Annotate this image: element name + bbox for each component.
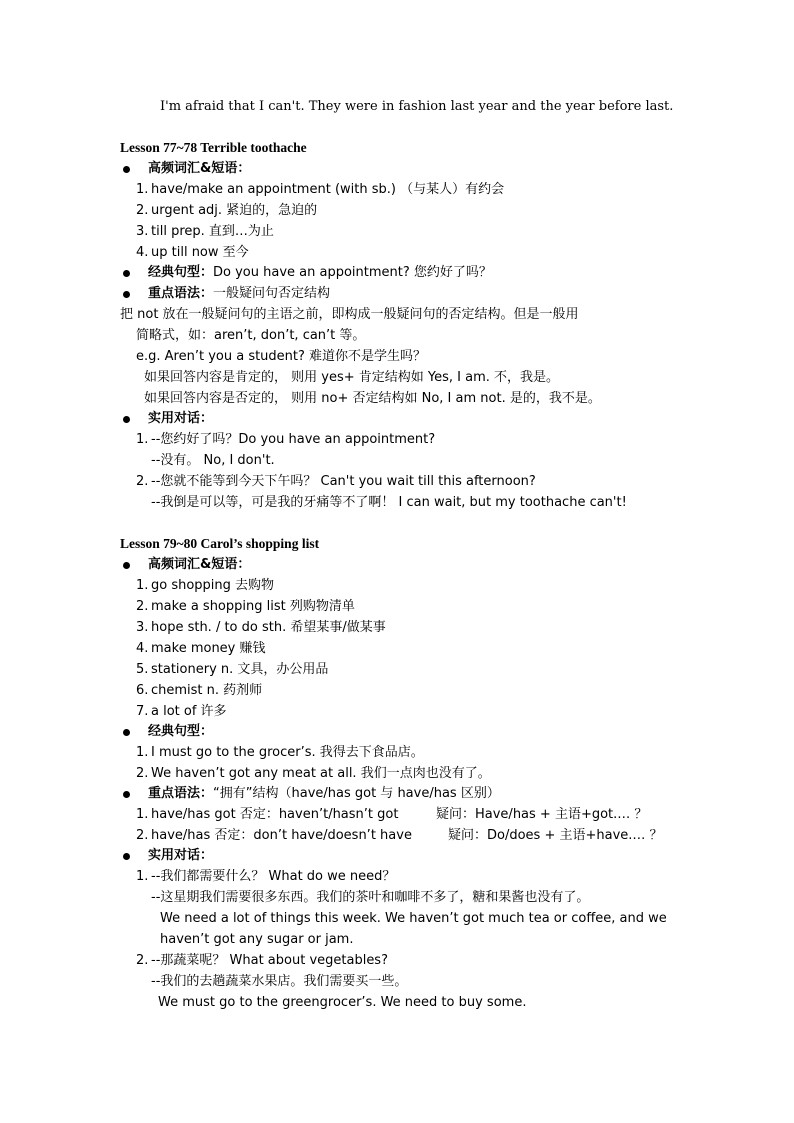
dialog-heading: 实用对话： (148, 848, 214, 863)
dialog-line: --我们的去趟蔬菜水果店。我们需要买一些。 (151, 974, 408, 989)
sentence-heading: 经典句型： (148, 724, 214, 739)
grammar-row: 2. have/has 否定：don’t have/doesn’t have (136, 828, 412, 843)
dialog-heading: 实用对话： (148, 411, 214, 426)
dialog-line: --这星期我们需要很多东西。我们的茶叶和咖啡不多了，糖和果酱也没有了。 (151, 890, 590, 905)
bullet-icon (123, 416, 130, 423)
sentence-line: 经典句型：Do you have an appointment? 您约好了吗？ (148, 265, 492, 280)
grammar-row: 1. have/has got 否定：haven’t/hasn’t got (136, 807, 399, 822)
intro-line: I'm afraid that I can't. They were in fashion last year and the year before last. (160, 99, 674, 114)
bullet-icon (123, 166, 130, 173)
grammar-row-question: 疑问：Do/does + 主语+have.… ？ (448, 828, 663, 843)
dialog-line: We need a lot of things this week. We haven’t got much tea or coffee, and we (160, 911, 667, 926)
vocab-item: 3. hope sth. / to do sth. 希望某事/做某事 (136, 620, 386, 635)
vocab-item: 6. chemist n. 药剂师 (136, 683, 263, 698)
vocab-item: 1. go shopping 去购物 (136, 578, 275, 593)
grammar-text: 简略式，如：aren’t, don’t, can’t 等。 (136, 328, 366, 343)
vocab-item: 1. have/make an appointment (with sb.) （与某人）有约会 (136, 182, 505, 197)
lesson-79-title: Lesson 79~80 Carol’s shopping list (120, 536, 320, 551)
vocab-heading: 高频词汇&短语： (148, 161, 251, 176)
bullet-icon (123, 562, 130, 569)
grammar-text: 如果回答内容是否定的， 则用 no+ 否定结构如 No, I am not. 是的，我不是。 (144, 391, 601, 406)
vocab-item: 4. up till now 至今 (136, 245, 249, 260)
dialog-line: 2. --那蔬菜呢？ What about vegetables? (136, 953, 388, 968)
dialog-line: haven’t got any sugar or jam. (160, 932, 354, 947)
dialog-line: --没有。 No, I don't. (151, 453, 275, 468)
dialog-line: --我倒是可以等，可是我的牙痛等不了啊！ I can wait, but my toothache can't! (151, 495, 627, 510)
vocab-item: 2. make a shopping list 列购物清单 (136, 599, 355, 614)
grammar-text: 如果回答内容是肯定的， 则用 yes+ 肯定结构如 Yes, I am. 不，我是。 (144, 370, 559, 385)
vocab-item: 2. urgent adj. 紧迫的，急迫的 (136, 203, 318, 218)
sentence-item: 1. I must go to the grocer’s. 我得去下食品店。 (136, 745, 424, 760)
vocab-item: 7. a lot of 许多 (136, 704, 227, 719)
bullet-icon (123, 729, 130, 736)
dialog-line: 1. --我们都需要什么？ What do we need？ (136, 869, 396, 884)
lesson-77-title: Lesson 77~78 Terrible toothache (120, 140, 307, 155)
vocab-item: 4. make money 赚钱 (136, 641, 266, 656)
dialog-line: We must go to the greengrocer’s. We need to buy some. (158, 995, 527, 1010)
grammar-row-question: 疑问：Have/has + 主语+got.… ？ (436, 807, 648, 822)
bullet-icon (123, 853, 130, 860)
bullet-icon (123, 791, 130, 798)
dialog-line: 1. --您约好了吗？Do you have an appointment? (136, 432, 436, 447)
vocab-item: 5. stationery n. 文具，办公用品 (136, 662, 329, 677)
vocab-heading: 高频词汇&短语： (148, 557, 251, 572)
grammar-text: 把 not 放在一般疑问句的主语之前，即构成一般疑问句的否定结构。但是一般用 (120, 307, 579, 322)
grammar-example: e.g. Aren’t you a student? 难道你不是学生吗？ (136, 349, 427, 364)
dialog-line: 2. --您就不能等到今天下午吗？ Can't you wait till this afternoon? (136, 474, 536, 489)
vocab-item: 3. till prep. 直到…为止 (136, 224, 274, 239)
sentence-item: 2. We haven’t got any meat at all. 我们一点肉也没有了。 (136, 766, 491, 781)
grammar-line: 重点语法：“拥有”结构（have/has got 与 have/has 区别） (148, 786, 500, 801)
bullet-icon (123, 291, 130, 298)
grammar-line: 重点语法：一般疑问句否定结构 (148, 286, 331, 301)
bullet-icon (123, 270, 130, 277)
